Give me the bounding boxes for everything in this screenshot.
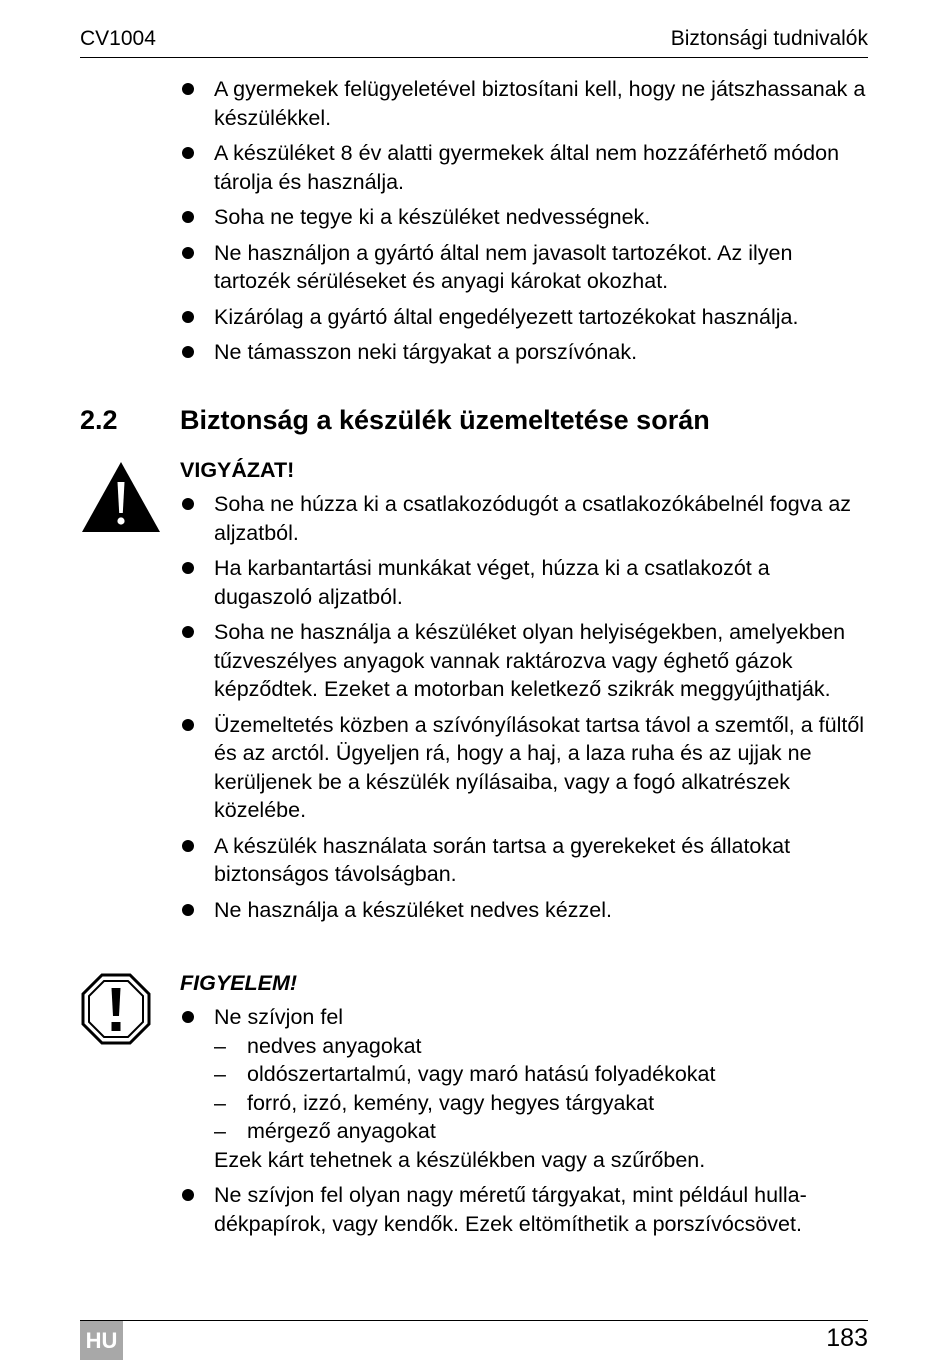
list-item: Soha ne tegye ki a készüléket nedvességnek. <box>180 203 870 232</box>
header-divider <box>80 57 868 58</box>
footer-divider <box>80 1320 868 1321</box>
bullet-dot-icon <box>182 626 194 638</box>
list-item: Soha ne használja a készüléket olyan helyiségekben, amelyekben tűzveszélyes anyagok vannak raktározva vagy éghető gázok képződtek. Ezeket a motorban keletkező szikrák meggyújthatják. <box>180 618 870 704</box>
bullet-dot-icon <box>182 147 194 159</box>
section-number: 2.2 <box>80 405 118 435</box>
notice-octagon-icon <box>80 972 152 1051</box>
list-item: Ne támasszon neki tárgyakat a porszívónak. <box>180 338 870 367</box>
list-item: A gyermekek felügyeletével biztosítani kell, hogy ne játszhassanak a készülékkel. <box>180 75 870 132</box>
bullet-dot-icon <box>182 904 194 916</box>
bullet-dot-icon <box>182 83 194 95</box>
header-product: CV1004 <box>80 27 156 50</box>
list-item: Kizárólag a gyártó által engedélyezett tartozékokat használja. <box>180 303 870 332</box>
dash-item: – mérgező anyagokat <box>214 1119 436 1143</box>
language-badge: HU <box>80 1321 123 1360</box>
notice-block <box>180 969 870 1245</box>
bullet-dot-icon <box>182 247 194 259</box>
dash-item: – nedves anyagokat <box>214 1033 422 1058</box>
header-chapter: Biztonsági tudnivalók <box>670 27 868 50</box>
bullet-dot-icon <box>182 211 194 223</box>
list-item: Ne használjon a gyártó által nem javasolt tartozékot. Az ilyen tartozék sérüléseket és anyagi károkat okozhat. <box>180 239 870 296</box>
page-number: 183 <box>826 1324 868 1352</box>
list-item: Soha ne húzza ki a csatlakozódugót a csatlakozókábelnél fogva az aljzatból. <box>180 490 870 547</box>
warning-label: VIGYÁZAT! <box>180 458 295 482</box>
section-title: Biztonság a készülék üzemeltetése során <box>180 405 710 435</box>
list-item: A készülék használata során tartsa a gyerekeket és állatokat biztonságos távolságban. <box>180 832 870 889</box>
dash-item: – forró, izzó, kemény, vagy hegyes tárgyakat <box>214 1090 655 1115</box>
list-item: Üzemeltetés közben a szívónyílásokat tartsa távol a szemtől, a fültől és az arctól. Ügyeljen rá, hogy a haj, a laza ruha és az ujjak ne kerüljenek be a készülék nyílásaiba, vagy a fogó alkatrészek közelébe. <box>180 711 870 825</box>
bullet-dot-icon <box>182 719 194 731</box>
bullet-dot-icon <box>182 311 194 323</box>
warning-block <box>180 456 870 931</box>
list-item: Ne használja a készüléket nedves kézzel. <box>180 896 870 925</box>
list-item: A készüléket 8 év alatti gyermekek által nem hozzáférhető módon tárolja és használja. <box>180 139 870 196</box>
bullet-dot-icon <box>182 1189 194 1201</box>
bullet-dot-icon <box>182 498 194 510</box>
bullet-dot-icon <box>182 346 194 358</box>
list-item: Ne szívjon fel olyan nagy méretű tárgyakat, mint például hulladékpapírok, vagy kendők. Ezek eltömíthetik a porszívócsövet. <box>180 1181 870 1238</box>
notice-label: FIGYELEM! <box>180 971 298 995</box>
intro-bullet-list <box>180 75 870 374</box>
bullet-dot-icon <box>182 1011 194 1023</box>
list-item: Ne szívjon fel – nedves anyagokat – oldószertartalmú, vagy maró hatású folyadékokat – forró, izzó, kemény, vagy hegyes tárgyakat – mérgező anyagokat Ezek kárt tehetnek a készülékben vagy a szűrőben. <box>180 1003 870 1174</box>
dash-list <box>214 1032 870 1146</box>
dash-item: – oldószertartalmú, vagy maró hatású folyadékokat <box>214 1062 716 1086</box>
warning-triangle-icon <box>80 460 162 539</box>
bullet-dot-icon <box>182 562 194 574</box>
bullet-dot-icon <box>182 840 194 852</box>
list-item: Ha karbantartási munkákat véget, húzza ki a csatlakozót a dugaszoló aljzatból. <box>180 554 870 611</box>
